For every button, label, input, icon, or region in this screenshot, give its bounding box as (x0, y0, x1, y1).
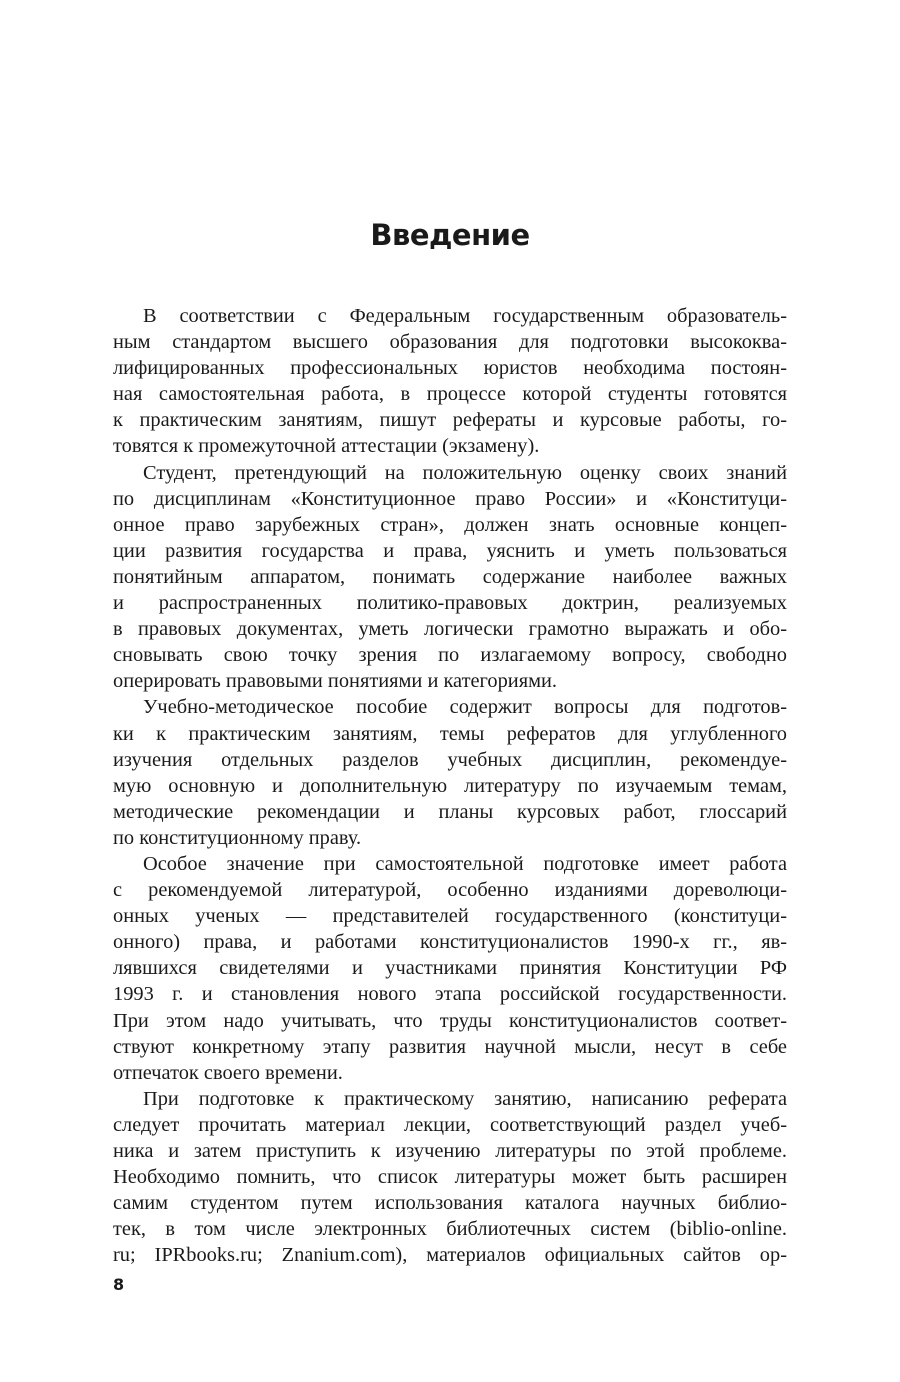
text-line: онного) права, и работами конституционалистов 1990-х гг., яв- (113, 931, 787, 954)
text-line: ствуют конкретному этапу развития научной мысли, несут в себе (113, 1035, 787, 1058)
text-line: В соответствии с Федеральным государственным образователь- (143, 305, 787, 327)
text-line: тек, в том числе электронных библиотечных систем (biblio-online. (113, 1218, 787, 1241)
text-line: При этом надо учитывать, что труды конституционалистов соответ- (113, 1009, 787, 1032)
text-line: по дисциплинам «Конституционное право России» и «Конституци- (113, 487, 787, 510)
text-line: с рекомендуемой литературой, особенно изданиями дореволюци- (113, 879, 787, 902)
text-line: При подготовке к практическому занятию, написанию реферата (143, 1087, 787, 1110)
page-number: 8 (113, 1275, 125, 1294)
text-line: самим студентом путем использования каталога научных библио- (113, 1192, 787, 1215)
text-line: ная самостоятельная работа, в процессе которой студенты готовятся (113, 383, 787, 406)
paragraph (113, 1086, 787, 1269)
paragraph (113, 694, 787, 851)
chapter-title: Введение (370, 218, 530, 252)
text-line: сновывать свою точку зрения по излагаемому вопросу, свободно (113, 644, 787, 667)
text-line: ru; IPRbooks.ru; Znanium.com), материалов официальных сайтов ор- (113, 1244, 787, 1267)
text-line: ника и затем приступить к изучению литературы по этой проблеме. (113, 1140, 787, 1162)
text-line: онных ученых — представителей государственного (конституци- (113, 905, 787, 928)
text-line: ции развития государства и права, уяснить и уметь пользоваться (113, 539, 787, 562)
text-line: лифицированных профессиональных юристов необходима постоян- (113, 357, 787, 380)
text-line: Студент, претендующий на положительную оценку своих знаний (143, 461, 787, 484)
paragraph (113, 851, 787, 1086)
text-line: следует прочитать материал лекции, соответствующий раздел учеб- (113, 1113, 787, 1136)
text-line: понятийным аппаратом, понимать содержание наиболее важных (113, 565, 787, 588)
text-line: мую основную и дополнительную литературу по изучаемым темам, (113, 774, 787, 797)
paragraph (113, 303, 787, 460)
text-line: в правовых документах, уметь логически грамотно выражать и обо- (113, 618, 787, 641)
text-line: ным стандартом высшего образования для подготовки высококва- (113, 331, 787, 354)
text-line: отпечаток своего времени. (113, 1061, 343, 1084)
text-line: Учебно-методическое пособие содержит вопросы для подготов- (143, 696, 787, 719)
text-line: лявшихся свидетелями и участниками принятия Конституции РФ (113, 957, 787, 980)
text-line: Необходимо помнить, что список литературы может быть расширен (113, 1166, 787, 1189)
text-line: ки к практическим занятиям, темы рефератов для углубленного (113, 722, 787, 745)
text-line: товятся к промежуточной аттестации (экзамену). (113, 435, 540, 458)
text-line: и распространенных политико-правовых доктрин, реализуемых (113, 592, 787, 615)
text-line: изучения отдельных разделов учебных дисциплин, рекомендуе- (113, 748, 787, 771)
paragraph (113, 460, 787, 695)
text-line: 1993 г. и становления нового этапа российской государственности. (113, 983, 787, 1006)
text-line: онное право зарубежных стран», должен знать основные концеп- (113, 513, 787, 536)
text-line: методические рекомендации и планы курсовых работ, глоссарий (113, 800, 787, 823)
text-line: по конституционному праву. (113, 826, 362, 849)
text-line: к практическим занятиям, пишут рефераты и курсовые работы, го- (113, 409, 787, 432)
body-text (113, 303, 787, 1268)
text-line: оперировать правовыми понятиями и категориями. (113, 670, 557, 693)
text-line: Особое значение при самостоятельной подготовке имеет работа (143, 852, 787, 875)
